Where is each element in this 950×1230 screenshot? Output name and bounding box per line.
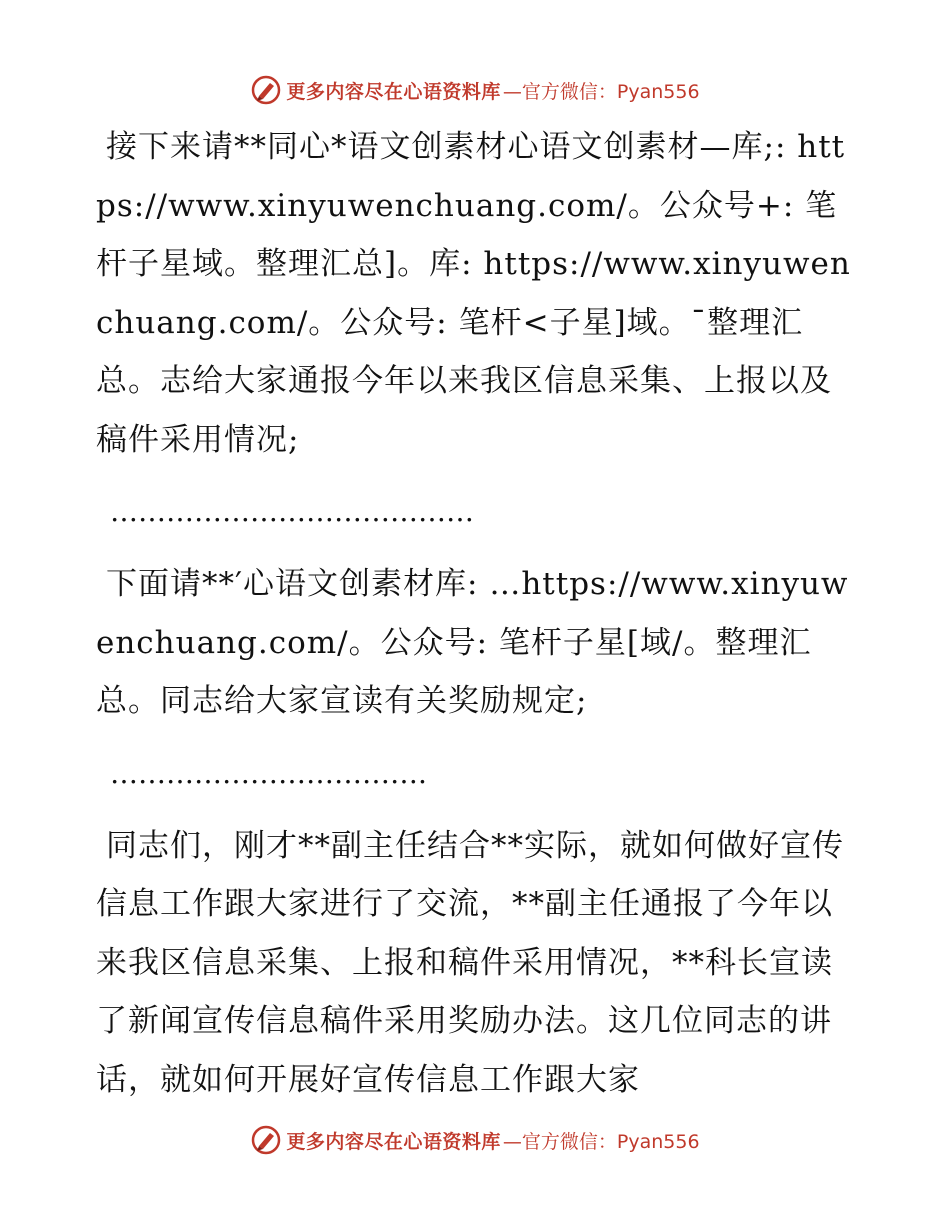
watermark-sub-text: —官方微信：Pyan556 bbox=[502, 1130, 700, 1153]
header-watermark bbox=[0, 70, 950, 110]
ellipsis-line-2: ……………………………. bbox=[110, 756, 427, 790]
document-body bbox=[96, 118, 856, 1109]
watermark-sub-text: —官方微信：Pyan556 bbox=[502, 80, 700, 103]
paragraph-2: 下面请**′心语文创素材库: …https://www.xinyuwenchuang.com/。公众号: 笔杆子星[域/。整理汇总。同志给大家宣读有关奖励规定; bbox=[96, 566, 849, 719]
pen-logo-icon bbox=[250, 1124, 282, 1156]
watermark-main-text: 更多内容尽在心语资料库 bbox=[286, 80, 501, 103]
ellipsis-line-1: ………………………………… bbox=[110, 495, 474, 528]
watermark-main-text: 更多内容尽在心语资料库 bbox=[286, 1130, 501, 1153]
footer-watermark bbox=[0, 1120, 950, 1160]
paragraph-1: 接下来请**同心*语文创素材心语文创素材—库;: https://www.xinyuwenchuang.com/。公众号+: 笔杆子星域。整理汇总]。库: https://www.xinyuwenchuang.com/。公众号: 笔杆<子星]域。¯整理汇总。志给大家通报今年以来我区信息采集、上报以及稿件采用情况; bbox=[96, 129, 851, 458]
pen-logo-icon bbox=[250, 74, 282, 106]
paragraph-3: 同志们，刚才**副主任结合**实际，就如何做好宣传信息工作跟大家进行了交流，**副主任通报了今年以来我区信息采集、上报和稿件采用情况，**科长宣读了新闻宣传信息稿件采用奖励办法。这几位同志的讲话，就如何开展好宣传信息工作跟大家 bbox=[96, 827, 844, 1098]
